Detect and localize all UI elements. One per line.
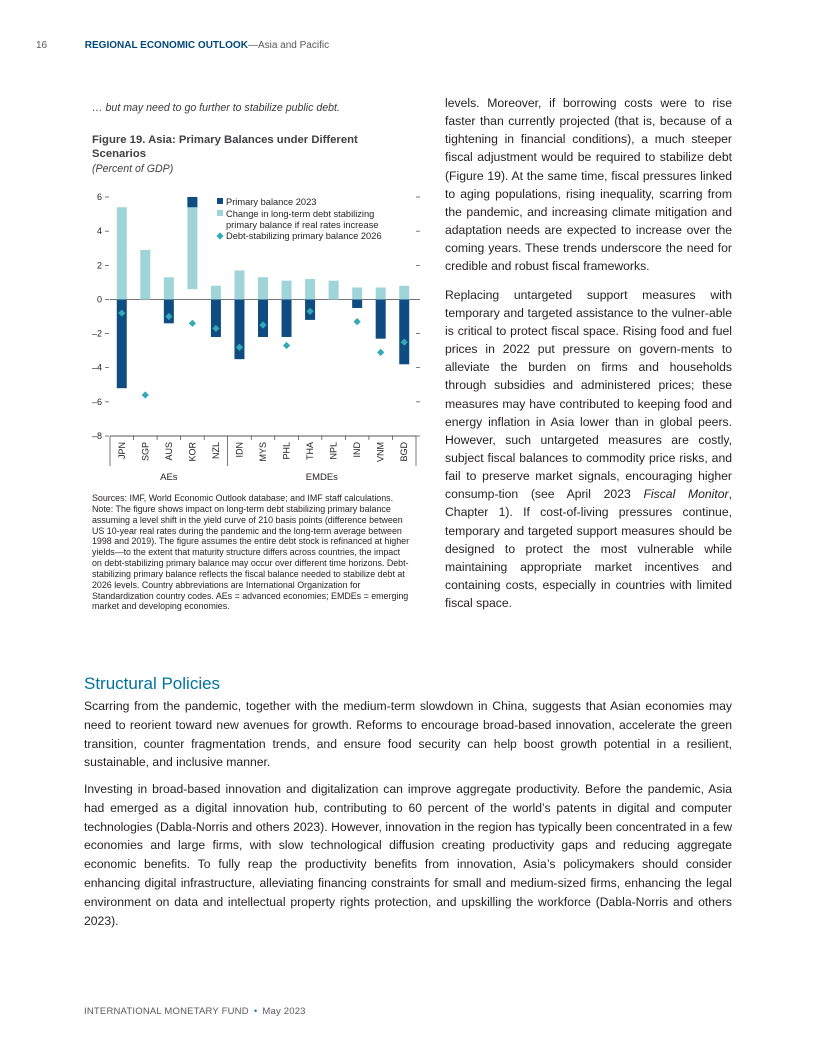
header-subtitle: —Asia and Pacific bbox=[247, 40, 330, 51]
running-header bbox=[36, 40, 329, 51]
x-tick-label: BGD bbox=[399, 442, 410, 462]
page-number: 16 bbox=[36, 40, 48, 51]
paragraph-part: Replacing untargeted support measures with temporary and targeted assistance to the vulner-able is critical to protect fiscal space. Rising food and fuel prices in 2022 put pressure on govern-ments to alleviate the burden on firms and households through subsidies and administered prices; these measures may have contributed to keeping food and energy inflation in Asia lower than in global peers. However, such untargeted measures are costly, subject fiscal balances to commodity price risks, and fail to preserve market signals, encouraging higher consump-tion (see April 2023 bbox=[445, 287, 732, 502]
x-tick-label: THA bbox=[305, 442, 316, 460]
page-footer bbox=[84, 1006, 306, 1017]
y-tick-label: –8 bbox=[91, 431, 102, 441]
x-tick-label: JPN bbox=[116, 442, 127, 460]
x-tick-label: AUS bbox=[163, 442, 174, 461]
legend-swatch-debt-stabilizing bbox=[216, 232, 223, 239]
bar-change-stabilizing bbox=[140, 250, 150, 300]
x-tick-label: MYS bbox=[258, 442, 268, 462]
header-title: REGIONAL ECONOMIC OUTLOOK bbox=[84, 40, 248, 51]
bar-primary-balance-2023 bbox=[282, 299, 292, 337]
paragraph-part: , Chapter 1). If cost-of-living pressures continue, temporary and targeted support measures should be designed to protect the most vulnerable while maintaining appropriate market incentives and containing costs, especially in countries with limited fiscal space. bbox=[445, 487, 732, 611]
publication-title: Fiscal Monitor bbox=[643, 487, 729, 502]
bar-change-stabilizing bbox=[376, 287, 386, 299]
y-tick-label: –6 bbox=[91, 396, 102, 407]
x-tick-label: IDN bbox=[234, 442, 245, 458]
marker-debt-stabilizing-2026 bbox=[377, 349, 384, 356]
bar-change-stabilizing bbox=[282, 281, 292, 300]
group-label: AEs bbox=[160, 472, 178, 483]
x-tick-label: NPL bbox=[328, 442, 339, 460]
y-tick-label: 2 bbox=[96, 260, 102, 271]
x-tick-label: IND bbox=[352, 442, 363, 458]
marker-debt-stabilizing-2026 bbox=[354, 318, 361, 325]
footer-bullet: • bbox=[253, 1006, 258, 1017]
figure-notes bbox=[92, 493, 412, 612]
bar-change-stabilizing bbox=[187, 197, 197, 289]
y-tick-label: 0 bbox=[96, 294, 102, 305]
marker-debt-stabilizing-2026 bbox=[283, 342, 290, 349]
paragraph bbox=[445, 286, 732, 613]
section-paragraph bbox=[84, 697, 732, 772]
bar-change-stabilizing bbox=[305, 279, 315, 299]
figure-subtitle: (Percent of GDP) bbox=[92, 163, 174, 175]
footer-org: INTERNATIONAL MONETARY FUND bbox=[84, 1006, 249, 1017]
bar-change-stabilizing bbox=[258, 277, 268, 299]
marker-debt-stabilizing-2026 bbox=[142, 391, 149, 398]
bar-primary-balance-2023 bbox=[399, 299, 409, 364]
footer-date: May 2023 bbox=[262, 1006, 306, 1017]
figure-sources: Sources: IMF, World Economic Outlook database; and IMF staff calculations. bbox=[92, 493, 394, 503]
x-tick-label: NZL bbox=[210, 442, 221, 460]
bar-change-stabilizing bbox=[352, 287, 362, 299]
figure-note: Note: The figure shows impact on long-term debt stabilizing primary balance assuming a level shift in the yield curve of 210 basis points (difference between US 10-year real rates during the pandemic and the long-term average between 1998 and 2019). The figure assumes the entire debt stock is refinanced at higher yields—to the extent that maturity structure differs across countries, the impact on debt-stabilizing primary balance may occur over different time horizons. Debt-stabilizing primary balance reflects the fiscal balance needed to stabilize debt at 2026 levels. Country abbreviations are International Organization for Standardization country codes. AEs = advanced economies; EMDEs = emerging market and developing economies. bbox=[92, 503, 410, 612]
marker-debt-stabilizing-2026 bbox=[189, 320, 196, 327]
y-tick-label: –2 bbox=[91, 328, 102, 339]
figure-title: Figure 19. Asia: Primary Balances under Different Scenarios bbox=[92, 134, 358, 160]
bar-primary-balance-2023 bbox=[376, 299, 386, 338]
paragraph: Scarring from the pandemic, together with the medium-term slowdown in China, suggests that Asian economies may need to reorient toward new avenues for growth. Reforms to encourage broad-based innovation, accelerate the green transition, counter fragmentation trends, and ensure food security can help boost growth potential in a resilient, sustainable, and inclusive manner. bbox=[84, 699, 732, 770]
x-tick-label: VNM bbox=[375, 442, 386, 462]
bar-change-stabilizing bbox=[164, 277, 174, 299]
y-tick-label: 4 bbox=[96, 226, 102, 237]
bar-change-stabilizing bbox=[234, 270, 244, 299]
bar-change-stabilizing bbox=[211, 286, 221, 300]
x-tick-label: KOR bbox=[187, 442, 198, 462]
right-column-text bbox=[445, 94, 732, 622]
y-tick-label: –4 bbox=[91, 362, 102, 373]
bar-change-stabilizing bbox=[117, 207, 127, 299]
x-tick-label: SGP bbox=[140, 442, 151, 462]
figure-lead-in: … but may need to go further to stabilize public debt. bbox=[92, 102, 340, 114]
paragraph: levels. Moreover, if borrowing costs were to rise faster than currently projected (that is, because of a tightening in financial conditions), a much steeper fiscal adjustment would be required to stabilize debt (Figure 19). At the same time, fiscal pressures linked to aging populations, rising inequality, scarring from the pandemic, and increasing climate mitigation and adaptation needs are expected to increase over the coming years. These trends underscore the need for credible and robust fiscal frameworks. bbox=[445, 96, 732, 274]
section-heading: Structural Policies bbox=[84, 674, 221, 693]
y-tick-label: 6 bbox=[96, 192, 102, 202]
bar-primary-balance-2023 bbox=[187, 197, 197, 207]
bar-change-stabilizing bbox=[329, 281, 339, 300]
legend-swatch-primary-balance bbox=[217, 198, 223, 204]
legend-label: Primary balance 2023 bbox=[226, 197, 317, 207]
bar-primary-balance-2023 bbox=[352, 299, 362, 308]
legend-swatch-change bbox=[217, 210, 223, 216]
primary-balance-chart bbox=[84, 186, 424, 486]
bar-primary-balance-2023 bbox=[258, 299, 268, 337]
legend-label: Change in long-term debt stabilizing primary balance if real rates increase bbox=[226, 209, 379, 230]
paragraph: Investing in broad-based innovation and digitalization can improve aggregate productivity. Before the pandemic, Asia had emerged as a digital innovation hub, contributing to 60 percent of the world’s patents in digital and computer technologies (Dabla-Norris and others 2023). However, innovation in the region has typically been concentrated in a few economies and large firms, with slow technological diffusion creating productivity gaps and reducing aggregate economic benefits. To fully reap the productivity benefits from innovation, Asia’s policymakers should consider enhancing digital infrastructure, alleviating financing constraints for small and medium-sized firms, enhancing the legal environment on data and intellectual property rights protection, and upskilling the workforce (Dabla-Norris and others 2023). bbox=[84, 782, 732, 928]
group-label: EMDEs bbox=[305, 472, 338, 483]
bar-change-stabilizing bbox=[399, 286, 409, 300]
legend-label: Debt-stabilizing primary balance 2026 bbox=[226, 231, 382, 241]
x-tick-label: PHL bbox=[281, 442, 292, 460]
section-paragraph bbox=[84, 780, 732, 930]
